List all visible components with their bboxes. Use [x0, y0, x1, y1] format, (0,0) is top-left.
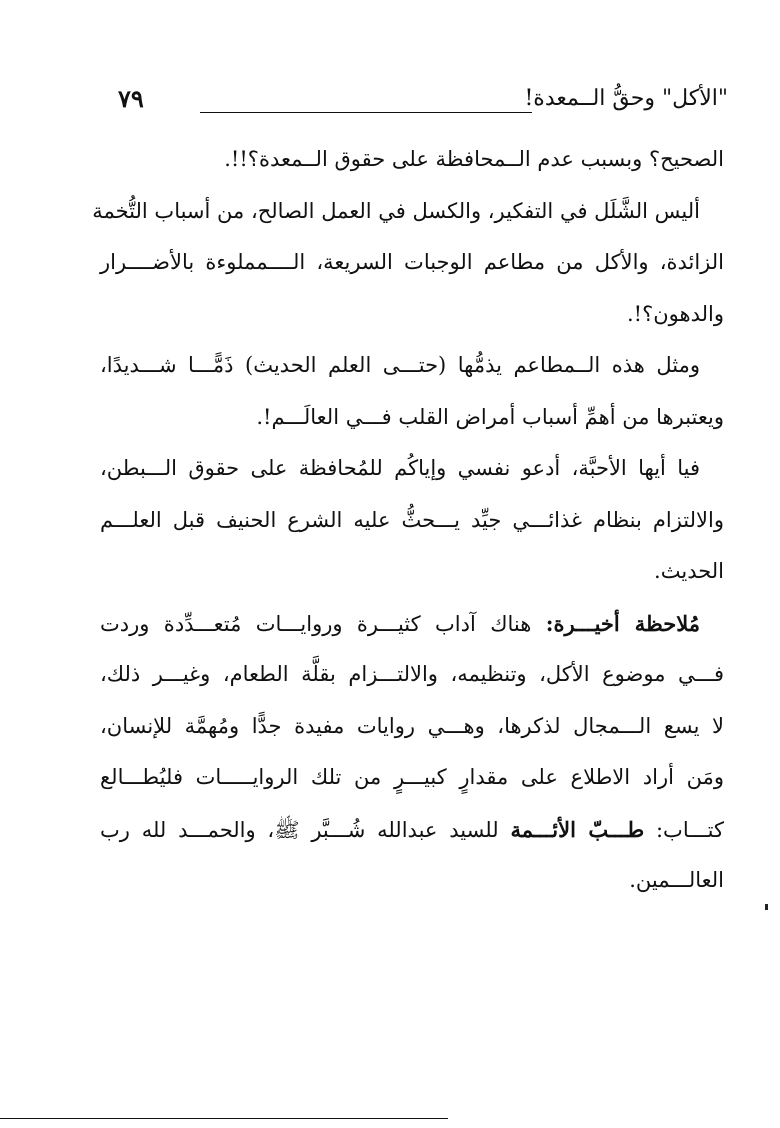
note-text: كتـــاب:: [644, 817, 725, 842]
bottom-rule: [0, 1118, 448, 1119]
text-line: الحديث.: [654, 559, 724, 583]
paragraph-4: [100, 443, 724, 598]
header-rule: [200, 112, 532, 113]
paragraph-1: [100, 134, 724, 186]
text-line: ومثل هذه الــمطاعم يذمُّها (حتـــى العلم الحديث) ذَمًّـــا شـــديدًا،: [100, 353, 700, 377]
text-line: ومَن أراد الاطلاع على مقدارٍ كبيـــرٍ من تلك الروايـــــات فليُطـــالع: [100, 765, 724, 789]
text-line: والالتزام بنظام غذائـــي جيِّد يـــحثُّ عليه الشرع الحنيف قبل العلـــم: [100, 507, 724, 532]
text-line: لا يسع الـــمجال لذكرها، وهـــي روايات مفيدة جدًّا ومُهمَّة للإنسان،: [100, 713, 724, 738]
page-body: [92, 134, 725, 907]
page-header: [108, 80, 728, 124]
final-note: [100, 598, 724, 907]
text-line: الصحيح؟ وبسبب عدم الــمحافظة على حقوق الــمعدة؟!!.: [224, 147, 724, 171]
text-line: [100, 598, 724, 650]
note-title: مُلاحظة أخيـــرة:: [545, 610, 701, 636]
text-line: العالـــمين.: [629, 868, 724, 892]
text-line: الزائدة، والأكل من مطاعم الوجبات السريعة، الــــمملوءة بالأضــــرار: [100, 250, 724, 274]
paragraph-3: [100, 340, 724, 443]
text-line: أليس الشَّلَل في التفكير، والكسل في العمل الصالح، من أسباب التُّخمة: [92, 198, 700, 223]
text-line: فيا أيها الأحبَّة، أدعو نفسي وإياكُم للمُحافظة على حقوق الـــبطن،: [100, 456, 700, 480]
text-line: والدهون؟!.: [626, 301, 724, 326]
text-line: فـــي موضوع الأكل، وتنظيمه، والالتـــزام بقلَّة الطعام، وغيـــر ذلك،: [100, 662, 724, 686]
book-title: طـــبّ الأئـــمة: [510, 816, 645, 842]
scan-mark: [765, 904, 768, 910]
page-number: ٧٩: [118, 84, 144, 113]
text-line: [100, 804, 724, 856]
running-title: "الأكل" وحقُّ الــمعدة!: [524, 86, 728, 111]
text-line: ويعتبرها من أهمِّ أسباب أمراض القلب فـــي العالَـــم!.: [256, 404, 724, 429]
note-text: للسيد عبدالله شُـــبَّر ﷺ، والحمـــد لله رب: [100, 817, 511, 842]
paragraph-2: [92, 186, 724, 341]
note-text: هناك آداب كثيـــرة وروايـــات مُتعـــدِّدة وردت: [100, 611, 546, 636]
